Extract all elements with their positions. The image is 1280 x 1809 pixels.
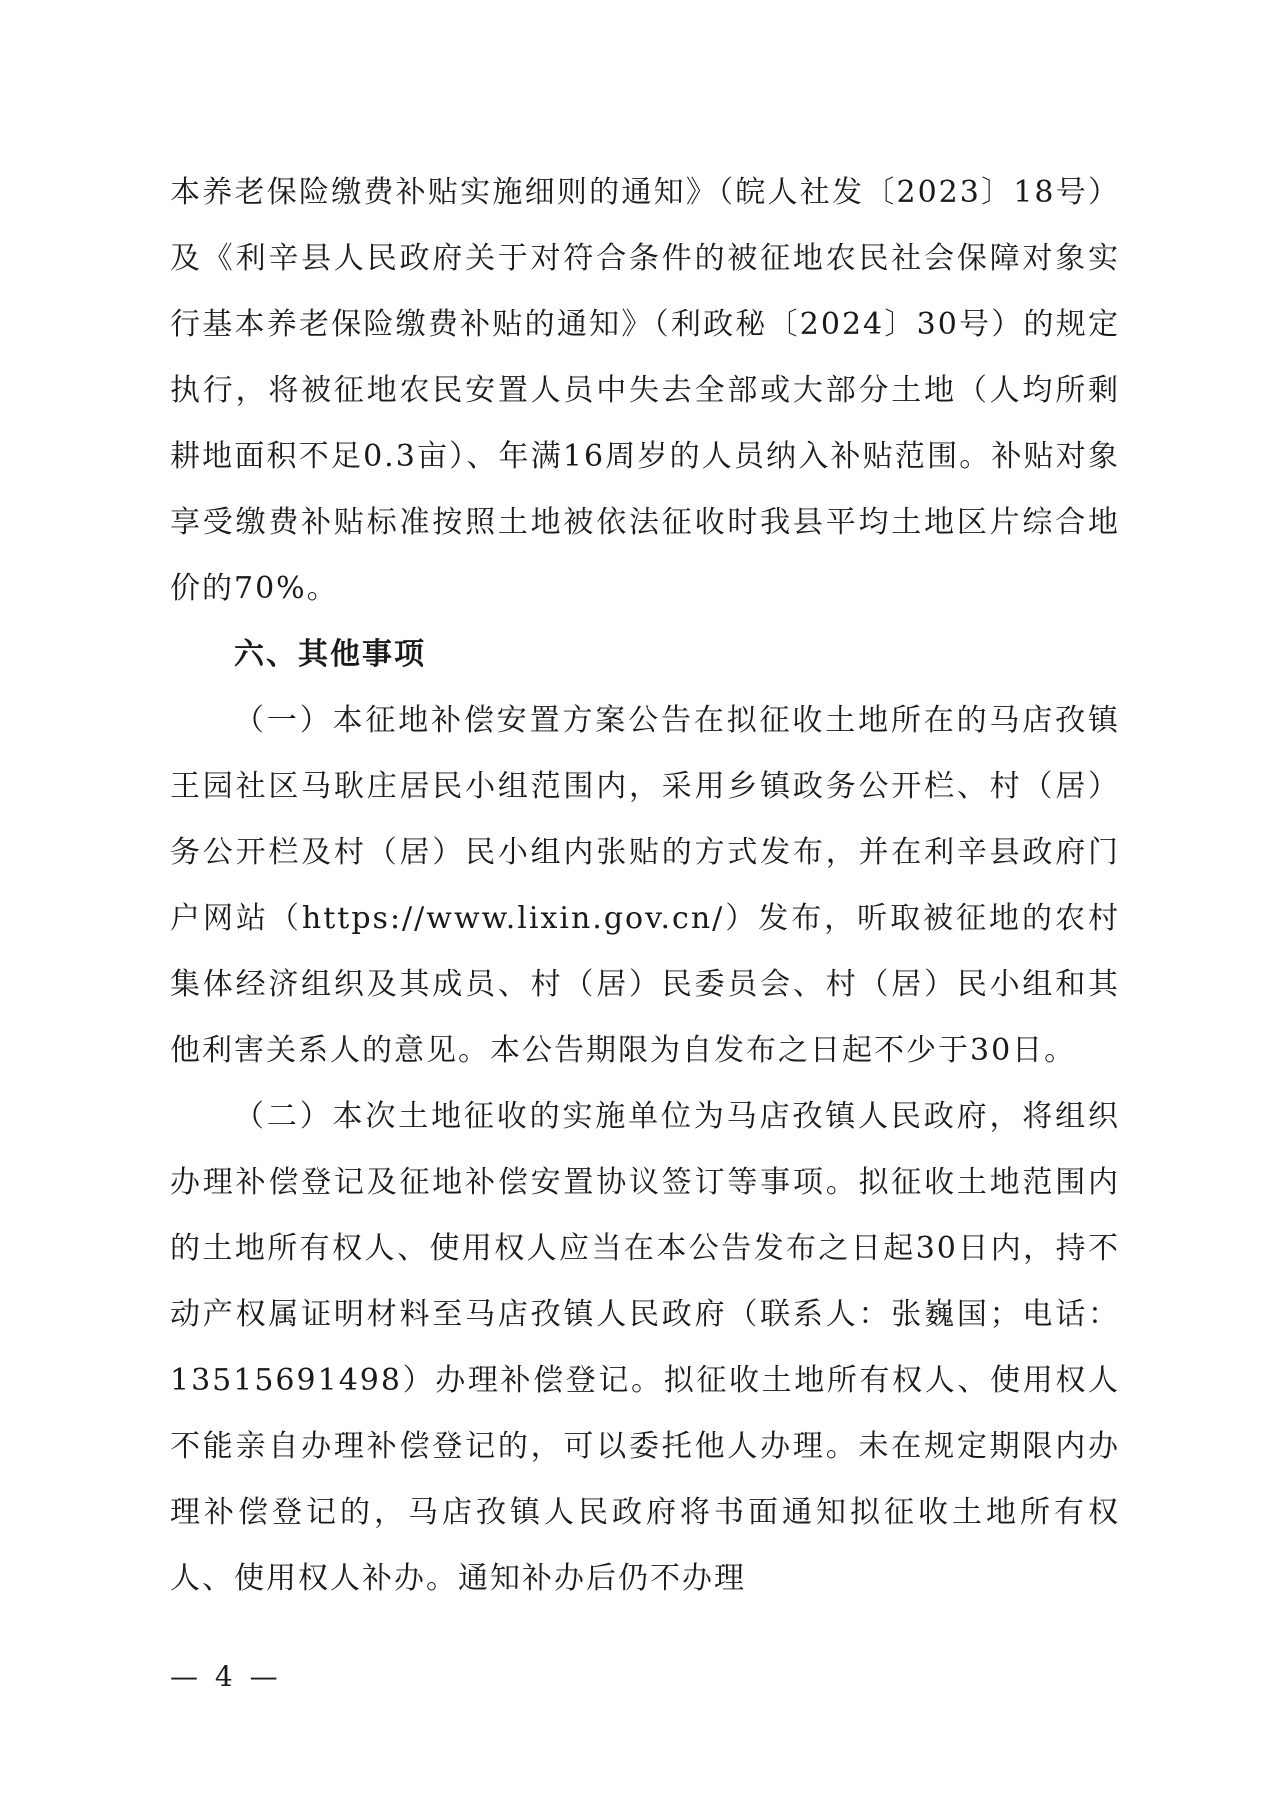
paragraph-continuation: 本养老保险缴费补贴实施细则的通知》（皖人社发〔2023〕18号）及《利辛县人民政府关于对符合条件的被征地农民社会保障对象实行基本养老保险缴费补贴的通知》（利政秘〔2024〕30号）的规定执行，将被征地农民安置人员中失去全部或大部分土地（人均所剩耕地面积不足0.3亩）、年满16周岁的人员纳入补贴范围。补贴对象享受缴费补贴标准按照土地被依法征收时我县平均土地区片综合地价的70%。 [170, 175, 1120, 606]
document-body [170, 160, 1120, 1612]
page-number: — 4 — [170, 1660, 282, 1693]
item-2-paragraph: （二）本次土地征收的实施单位为马店孜镇人民政府，将组织办理补偿登记及征地补偿安置协议签订等事项。拟征收土地范围内的土地所有权人、使用权人应当在本公告发布之日起30日内，持不动产权属证明材料至马店孜镇人民政府（联系人：张巍国；电话：13515691498）办理补偿登记。拟征收土地所有权人、使用权人不能亲自办理补偿登记的，可以委托他人办理。未在规定期限内办理补偿登记的，马店孜镇人民政府将书面通知拟征收土地所有权人、使用权人补办。通知补办后仍不办理 [170, 1099, 1120, 1596]
section-heading: 六、其他事项 [234, 637, 426, 672]
item-1-paragraph: （一）本征地补偿安置方案公告在拟征收土地所在的马店孜镇王园社区马耿庄居民小组范围内，采用乡镇政务公开栏、村（居）务公开栏及村（居）民小组内张贴的方式发布，并在利辛县政府门户网站（https://www.lixin.gov.cn/）发布，听取被征地的农村集体经济组织及其成员、村（居）民委员会、村（居）民小组和其他利害关系人的意见。本公告期限为自发布之日起不少于30日。 [170, 703, 1120, 1068]
